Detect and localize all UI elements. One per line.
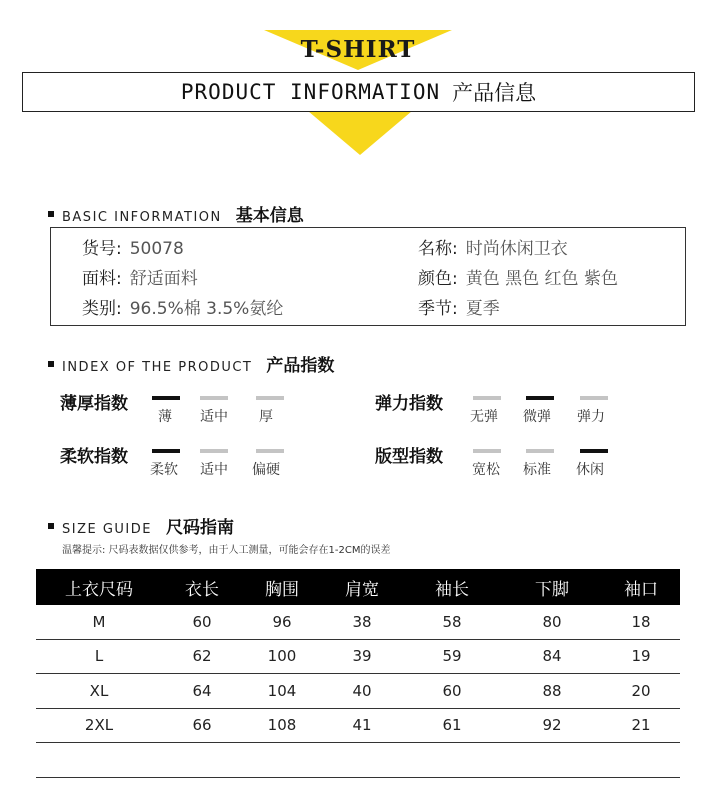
info-item-name: 名称: 时尚休闲卫衣: [418, 239, 568, 259]
index-label-thickness: 薄厚指数: [60, 394, 128, 414]
column-header: 下脚: [535, 579, 569, 600]
table-cell: 41: [352, 716, 372, 735]
table-cell: 64: [192, 681, 212, 700]
table-cell: 39: [352, 647, 372, 666]
index-option: 适中: [200, 462, 228, 478]
index-option: 标准: [523, 462, 551, 478]
column-header: 袖口: [624, 579, 658, 600]
info-item-season: 季节: 夏季: [418, 299, 500, 319]
index-label-fit: 版型指数: [375, 447, 443, 467]
index-bar: [200, 396, 228, 400]
index-option: 弹力: [577, 409, 605, 425]
index-option: 微弹: [523, 409, 551, 425]
page-title-en: PRODUCT INFORMATION: [180, 80, 441, 104]
index-option: 宽松: [472, 462, 500, 478]
table-row: [36, 674, 680, 709]
size-table: [36, 569, 680, 778]
square-bullet-icon: [48, 523, 54, 529]
index-option: 柔软: [150, 462, 178, 478]
table-cell: 100: [267, 647, 297, 666]
index-option: 适中: [200, 409, 228, 425]
table-cell: 19: [631, 647, 651, 666]
size-note: 温馨提示: 尺码表数据仅供参考，由于人工测量，可能会存在1-2CM的误差: [62, 545, 391, 556]
table-row: [36, 709, 680, 744]
index-of-product-heading: [48, 351, 334, 376]
header-yellow-triangle-bottom: [308, 111, 412, 155]
column-header: 肩宽: [345, 579, 379, 600]
section-heading-cn: 基本信息: [235, 206, 304, 226]
table-cell: L: [94, 647, 104, 666]
index-bar: [200, 449, 228, 453]
table-cell: 96: [272, 612, 292, 631]
table-cell: 84: [542, 647, 562, 666]
product-information-title-box: [22, 72, 695, 112]
column-header: 袖长: [435, 579, 469, 600]
section-heading-en: SIZE GUIDE: [62, 522, 152, 537]
column-header: 胸围: [265, 579, 299, 600]
index-bar: [473, 449, 501, 453]
table-cell: 58: [442, 612, 462, 631]
table-cell: 108: [267, 716, 297, 735]
section-heading-en: BASIC INFORMATION: [62, 210, 222, 225]
table-cell: M: [92, 612, 106, 631]
table-cell: 18: [631, 612, 651, 631]
table-cell: 92: [542, 716, 562, 735]
table-row-empty: [36, 743, 680, 778]
index-label-softness: 柔软指数: [60, 447, 128, 467]
square-bullet-icon: [48, 211, 54, 217]
index-bar-selected: [152, 396, 180, 400]
table-cell: 66: [192, 716, 212, 735]
index-bar-selected: [580, 449, 608, 453]
info-item-fabric: 面料: 舒适面料: [82, 269, 198, 289]
index-option: 薄: [158, 409, 172, 425]
index-label-elasticity: 弹力指数: [375, 394, 443, 414]
basic-information-heading: [48, 201, 304, 226]
index-option: 厚: [259, 409, 273, 425]
table-cell: 61: [442, 716, 462, 735]
index-option: 偏硬: [252, 462, 280, 478]
section-heading-cn: 产品指数: [266, 356, 335, 376]
table-cell: 2XL: [84, 716, 114, 735]
info-item-sku: 货号: 50078: [82, 239, 184, 259]
size-table-header: [36, 569, 680, 605]
table-cell: 104: [267, 681, 297, 700]
table-row: [36, 640, 680, 675]
info-item-category: 类别: 96.5%棉 3.5%氨纶: [82, 299, 284, 319]
square-bullet-icon: [48, 361, 54, 367]
tshirt-badge: T-SHIRT: [300, 36, 416, 63]
table-cell: 62: [192, 647, 212, 666]
column-header: 上衣尺码: [65, 579, 133, 600]
section-heading-en: INDEX OF THE PRODUCT: [62, 360, 253, 375]
index-bar: [256, 396, 284, 400]
index-option: 休闲: [576, 462, 604, 478]
table-cell: 88: [542, 681, 562, 700]
index-bar-selected: [152, 449, 180, 453]
table-cell: 20: [631, 681, 651, 700]
table-cell: 59: [442, 647, 462, 666]
basic-information-box: [50, 227, 686, 326]
table-cell: 38: [352, 612, 372, 631]
table-cell: 60: [442, 681, 462, 700]
index-bar: [256, 449, 284, 453]
table-cell: 21: [631, 716, 651, 735]
info-item-colors: 颜色: 黄色 黑色 红色 紫色: [418, 269, 618, 289]
page-title-cn: 产品信息: [452, 81, 537, 105]
table-cell: 40: [352, 681, 372, 700]
section-heading-cn: 尺码指南: [166, 518, 234, 538]
index-bar-selected: [526, 396, 554, 400]
table-row: [36, 605, 680, 640]
index-bar: [526, 449, 554, 453]
index-option: 无弹: [470, 409, 498, 425]
size-guide-heading: [48, 513, 234, 538]
column-header: 衣长: [185, 579, 219, 600]
table-cell: XL: [89, 681, 109, 700]
index-bar: [580, 396, 608, 400]
table-cell: 60: [192, 612, 212, 631]
index-bar: [473, 396, 501, 400]
table-cell: 80: [542, 612, 562, 631]
